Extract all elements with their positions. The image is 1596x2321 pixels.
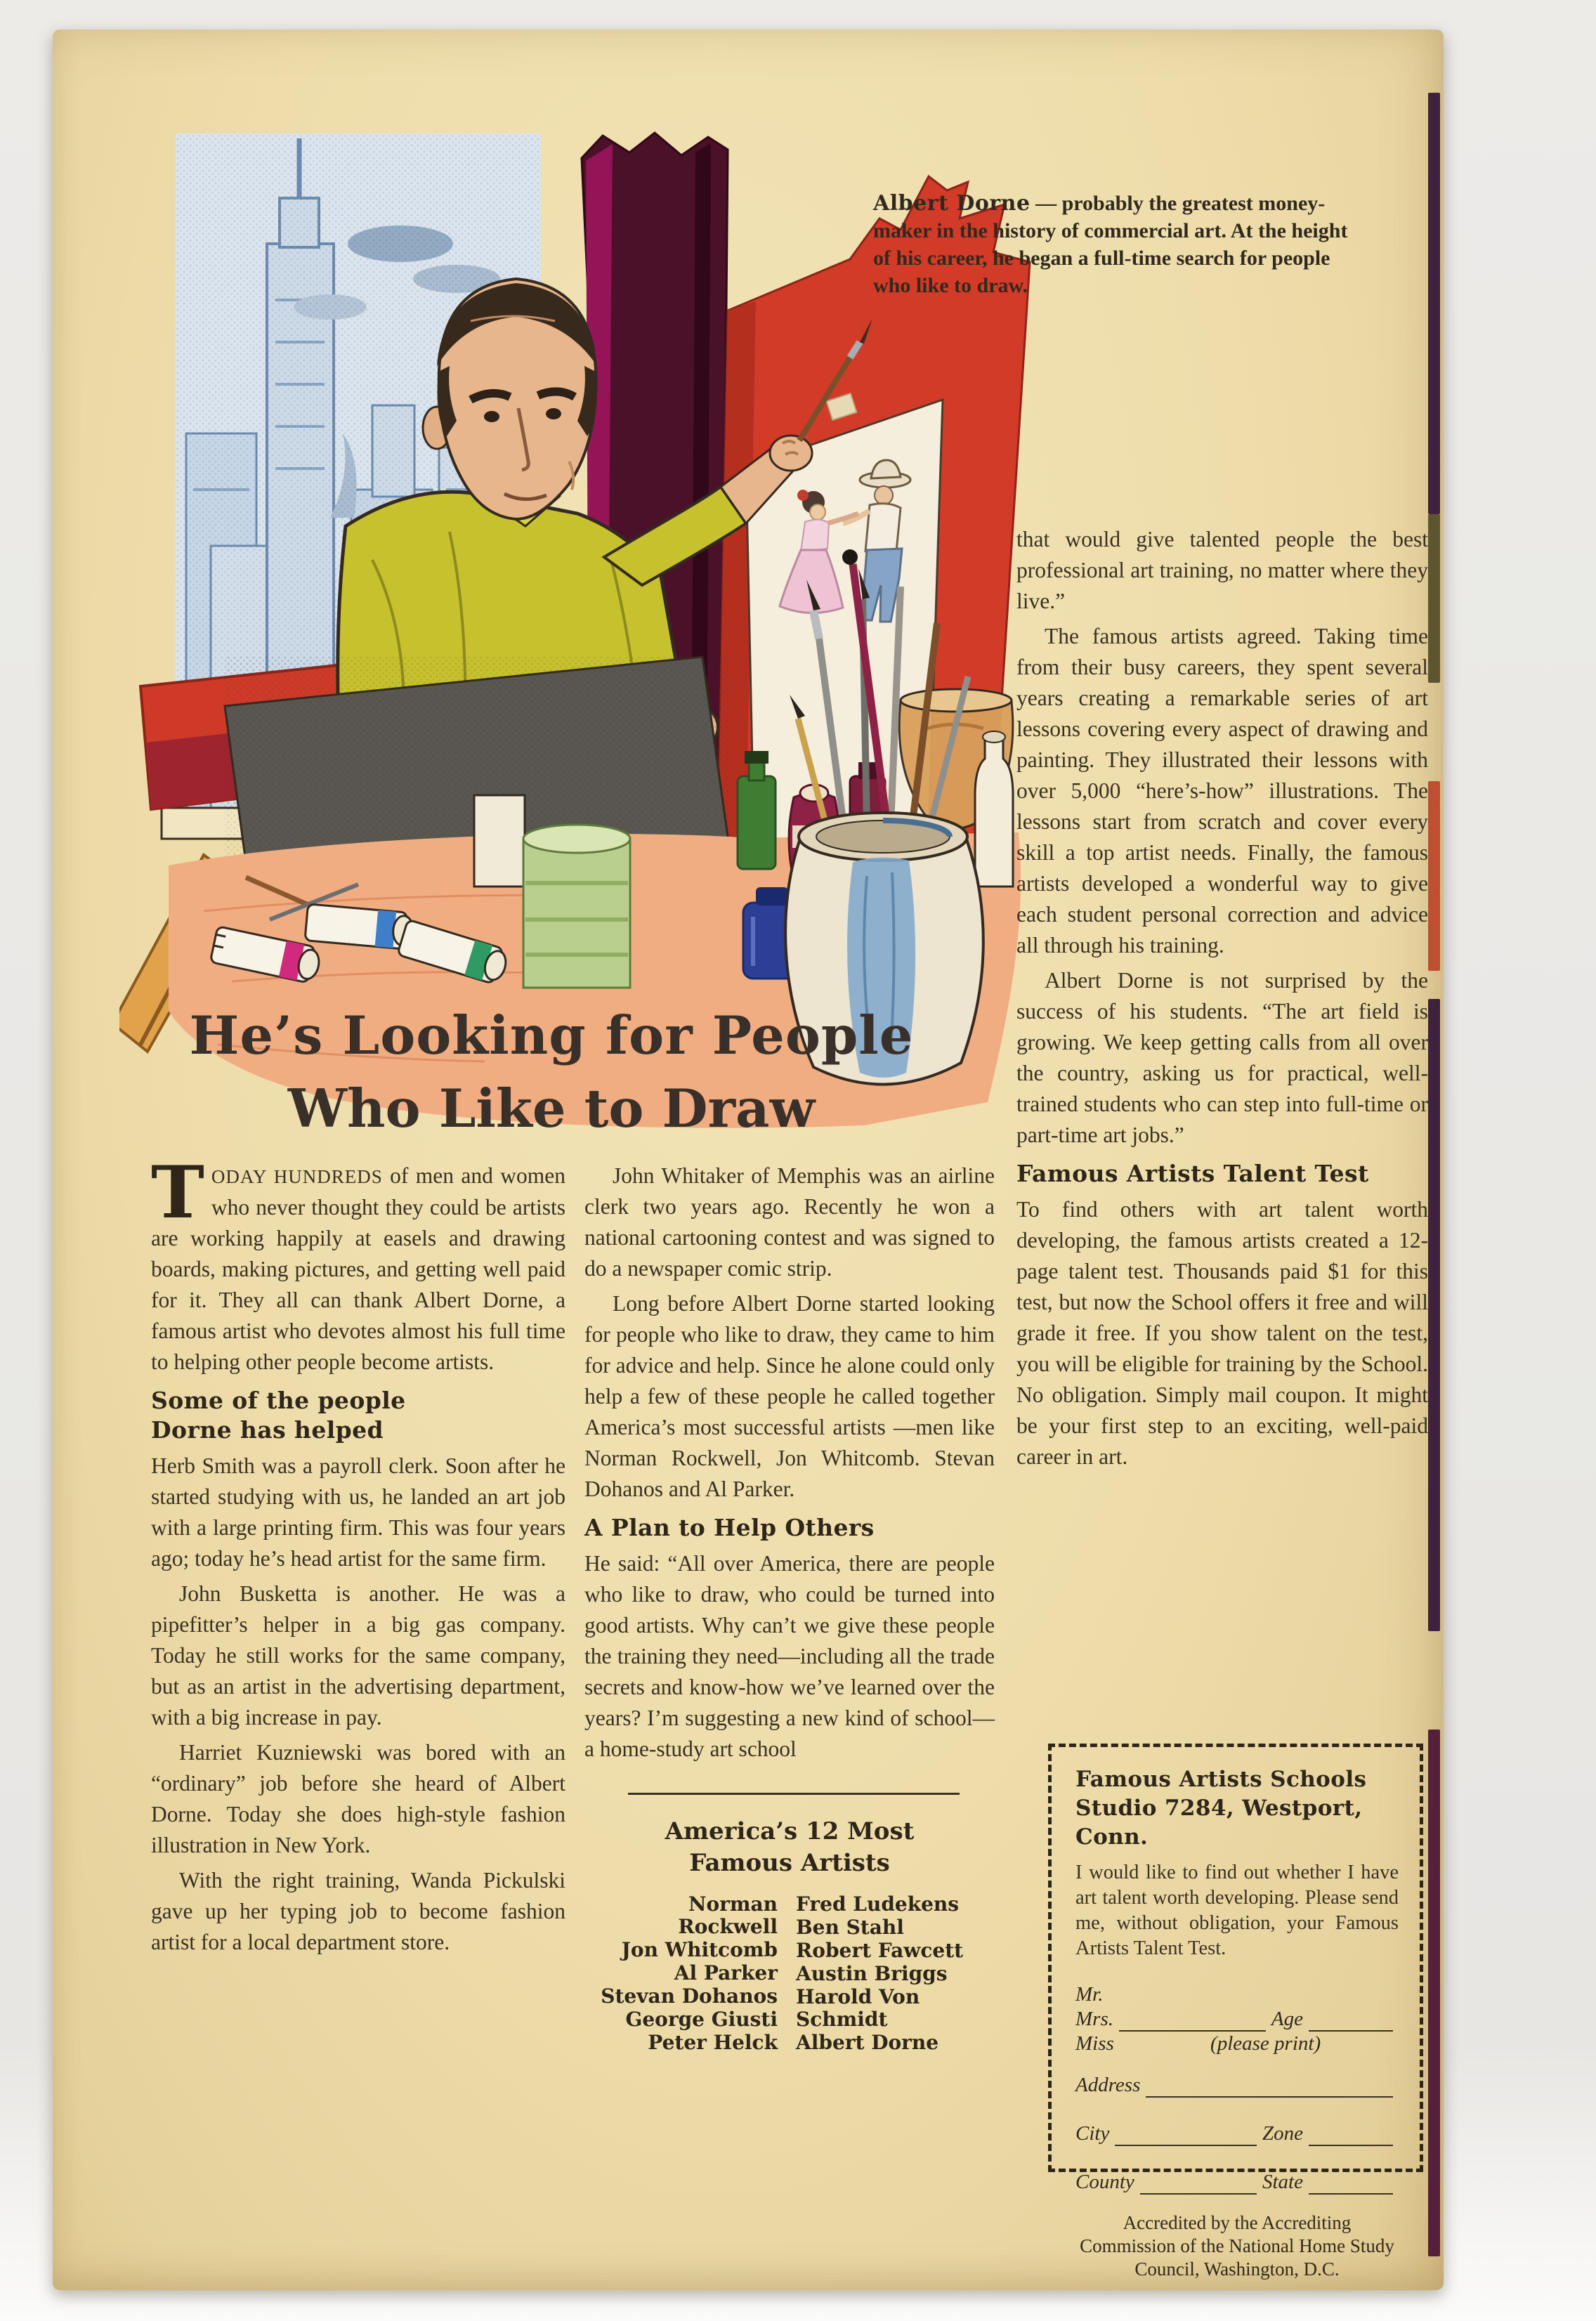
name-label-mrs: Mrs. [1075, 2008, 1113, 2030]
page-title [137, 1005, 966, 1139]
artist-name: Harold Von Schmidt [796, 1985, 920, 2031]
paragraph: To find others with art talent worth developing, the famous artists created a 12-page talent test. Thousands paid $1 for this test, but now the School offers it free and will grade it free. If you show talent on the test, you will be eligible for training by the School. No obligation. Simply mail coupon. It might be your first step to an exciting, well-paid career in art. [1016, 1197, 1428, 1469]
title-line-1: He’s Looking for People [189, 1005, 914, 1066]
state-input-line[interactable] [1309, 2172, 1393, 2195]
artist-name: Robert Fawcett [796, 1939, 964, 1962]
famous-artists-list [584, 1893, 995, 2055]
name-label-mr: Mr. [1075, 1983, 1104, 2006]
paragraph: John Busketta is another. He was a pipefitter’s helper in a big gas company. Today he still works for the same company, but as an artist in the advertising department, with a big increase in pay. [151, 1581, 565, 1730]
city-input-line[interactable] [1115, 2124, 1257, 2146]
edge-color-segment [1428, 1730, 1440, 2256]
edge-color-segment [1428, 514, 1440, 683]
paragraph: He said: “All over America, there are people who like to draw, who could be turned into good artists. Why can’t we give these people the training they need—including all the trade secrets and know-how we’ve learned over the years? I’m suggesting a new kind of school—a home-study art school [584, 1551, 995, 1761]
address-label: Address [1075, 2074, 1141, 2096]
middle-column [584, 1160, 995, 2055]
mail-in-coupon [1048, 1744, 1423, 2280]
coupon-body-text: I would like to find out whether I have art talent worth developing. Please send me, without obligation, your Famous Artists Talent Test. [1075, 1862, 1399, 1959]
dropcap: T [151, 1151, 204, 1235]
paragraph: With the right training, Wanda Pickulski gave up her typing job to become fashion artist for a local department store. [151, 1868, 565, 1954]
artist-name: Albert Dorne [796, 2031, 939, 2054]
zone-label: Zone [1262, 2122, 1303, 2145]
county-input-line[interactable] [1140, 2172, 1257, 2195]
city-label: City [1075, 2122, 1110, 2145]
paragraph: Albert Dorne is not surprised by the success of his students. “The art field is growing. We keep getting calls from all over the country, asking us for practical, well-trained students who can step into full-time or part-time art jobs.” [1016, 968, 1428, 1147]
name-input-line[interactable] [1119, 2009, 1266, 2032]
artist-name: Peter Helck [648, 2031, 778, 2054]
right-column [1016, 524, 1428, 1477]
section-heading: A Plan to Help Others [584, 1514, 875, 1541]
paragraph: Herb Smith was a payroll clerk. Soon after he started studying with us, he landed an art job with a large printing firm. This was four years ago; today he’s head artist for the same firm. [151, 1453, 565, 1571]
artist-name: Norman Rockwell [678, 1892, 778, 1938]
edge-color-segment [1428, 93, 1440, 514]
caption-lead: Albert Dorne [873, 191, 1031, 216]
artist-name: Al Parker [674, 1961, 778, 1985]
comic-pages-edge [1428, 93, 1440, 2256]
county-label: County [1075, 2171, 1134, 2193]
edge-color-segment [1428, 781, 1440, 971]
age-label: Age [1271, 2008, 1303, 2030]
famous-artists-heading: America’s 12 Most Famous Artists [665, 1817, 915, 1877]
paragraph: Harriet Kuzniewski was bored with an “ordinary” job before she heard of Albert Dorne. Today she does high-style fashion illustration in New York. [151, 1740, 565, 1857]
accreditation-note: Accredited by the Accrediting Commission of the National Home Study Council, Washington, D.C. [1080, 2212, 1394, 2280]
section-heading: Famous Artists Talent Test [1016, 1160, 1369, 1187]
artists-column-1 [589, 1893, 778, 2055]
title-line-2: Who Like to Draw [287, 1078, 816, 1139]
artist-name: Jon Whitcomb [621, 1938, 778, 1961]
coupon-heading: Famous Artists Schools Studio 7284, Westport, Conn. [1075, 1767, 1367, 1850]
artist-name: Fred Ludekens [796, 1892, 960, 1916]
artist-name: Ben Stahl [796, 1916, 904, 1939]
artist-name: Austin Briggs [796, 1962, 948, 1985]
paragraph: John Whitaker of Memphis was an airline clerk two years ago. Recently he won a national cartooning contest and was signed to do a newspaper comic strip. [584, 1163, 995, 1281]
zone-input-line[interactable] [1309, 2124, 1393, 2146]
artist-name: Stevan Dohanos [601, 1985, 778, 2008]
paragraph: TODAY HUNDREDS of men and women who never thought they could be artists are working happily at easels and drawing boards, making pictures, and getting well paid for it. They all can thank Albert Dorne, a famous artist who devotes almost his full time to helping other people become artists. [151, 1151, 566, 1374]
caption-albert-dorne [873, 190, 1365, 299]
divider-rule [628, 1793, 960, 1795]
name-label-miss: Miss (please print) [1075, 2032, 1321, 2055]
caption-text: — probably the greatest money-maker in the history of commercial art. At the height of his career, he began a full-time search for people who like to draw. [873, 192, 1348, 297]
artist-name: George Giusti [625, 2008, 778, 2031]
paragraph: The famous artists agreed. Taking time from their busy careers, they spent several years creating a remarkable series of art lessons covering every aspect of drawing and painting. They illustrated their lessons with over 5,000 “here’s-how” illustrations. The lessons start from scratch and cover every skill a top artist needs. Finally, the famous artists developed a wonderful way to give each student personal correction and advice all through his training. [1016, 624, 1428, 957]
artists-column-2 [796, 1893, 990, 2055]
paragraph: that would give talented people the best professional art training, no matter where they live.” [1016, 527, 1428, 613]
age-input-line[interactable] [1309, 2009, 1393, 2032]
left-column [151, 1151, 566, 1962]
please-print-note: (please print) [1210, 2032, 1321, 2055]
coupon-form [1075, 1982, 1399, 2195]
address-input-line[interactable] [1146, 2075, 1393, 2098]
state-label: State [1262, 2171, 1303, 2193]
comic-back-cover-page [53, 30, 1444, 2290]
paragraph: Long before Albert Dorne started looking for people who like to draw, they came to him for advice and help. Since he alone could only help a few of these people he called together America’s most successful artists —men like Norman Rockwell, Jon Whitcomb. Stevan Dohanos and Al Parker. [584, 1291, 995, 1501]
edge-color-segment [1428, 999, 1440, 1631]
section-heading: Some of the people Dorne has helped [151, 1387, 406, 1444]
